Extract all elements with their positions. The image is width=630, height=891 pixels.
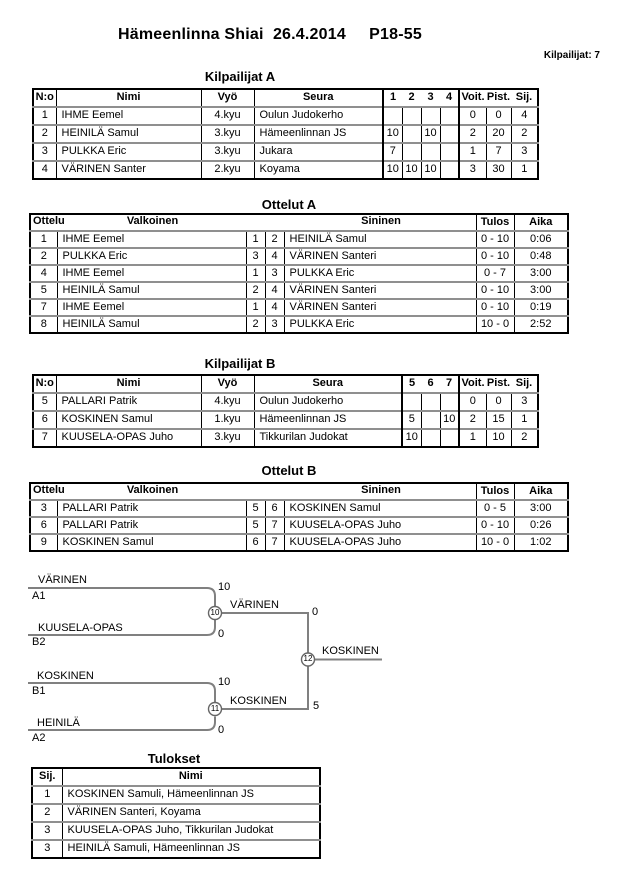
result-name: HEINILÄ Samuli, Hämeenlinnan JS [62, 840, 320, 858]
result-name: VÄRINEN Santeri, Koyama [62, 804, 320, 822]
round-score [440, 429, 459, 447]
white-number: 2 [246, 316, 265, 333]
table-row [30, 248, 568, 265]
bracket-semi1-match-number: 10 [210, 608, 220, 617]
match-number: 5 [40, 283, 47, 296]
place-value: 2 [511, 125, 538, 143]
col-header-wins: Voit. [459, 89, 486, 107]
result-name: KUUSELA-OPAS Juho, Tikkurilan Judokat [62, 822, 320, 840]
results-header-row [32, 768, 320, 786]
blue-name: HEINILÄ Samul [284, 231, 476, 248]
competitor-belt: 4.kyu [201, 107, 254, 125]
points-value: 15 [486, 411, 511, 429]
pool-b-table [32, 374, 539, 448]
col-header-white: Valkoinen [126, 484, 179, 496]
competitor-belt: 3.kyu [201, 143, 254, 161]
col-header-round-1: 1 [383, 89, 402, 107]
place-value: 3 [44, 824, 51, 837]
white-name: IHME Eemel [57, 231, 246, 248]
bracket-semi2-top-name: KOSKINEN [37, 670, 94, 682]
white-number: 1 [246, 265, 265, 282]
table-row [33, 161, 538, 179]
final-bracket-lines [0, 560, 630, 780]
white-number: 6 [246, 534, 265, 551]
white-number: 5 [246, 500, 265, 517]
bracket-semi1-top-score: 10 [218, 581, 231, 593]
points-value: 7 [486, 143, 511, 161]
points-value: 20 [486, 125, 511, 143]
col-header-round-4: 4 [445, 91, 453, 104]
col-header-result: Tulos [476, 483, 514, 500]
bracket-semi1-top-name: VÄRINEN [38, 574, 87, 586]
table-row [33, 107, 538, 125]
white-number: 2 [246, 282, 265, 299]
bracket-semi2-winner-name: KOSKINEN [230, 695, 287, 707]
round-score: 5 [402, 411, 421, 429]
table-row [30, 534, 568, 551]
round-score: 10 [402, 161, 421, 179]
round-score [402, 393, 421, 411]
table-row [32, 822, 320, 840]
blue-number: 7 [265, 534, 284, 551]
competitor-club: Jukara [254, 143, 383, 161]
points-value: 30 [486, 161, 511, 179]
result-value: 0 - 10 [476, 282, 514, 299]
place-value: 1 [511, 161, 538, 179]
competitor-number: 2 [41, 127, 48, 140]
match-number: 8 [40, 317, 47, 330]
bracket-semi2-bottom-seed: A2 [32, 732, 46, 744]
competitor-name: PALLARI Patrik [56, 393, 201, 411]
result-value: 10 - 0 [476, 534, 514, 551]
wins-value: 2 [459, 411, 486, 429]
round-score: 10 [383, 161, 402, 179]
place-value: 3 [511, 393, 538, 411]
matches-header-group [30, 483, 476, 500]
time-value: 0:19 [514, 299, 568, 316]
competitor-name: VÄRINEN Santer [56, 161, 201, 179]
col-header-match: Ottelu [33, 215, 65, 227]
col-header-place: Sij. [515, 91, 533, 104]
col-header-no: N:o [35, 377, 54, 390]
result-value: 0 - 10 [476, 231, 514, 248]
bracket-semi1-bottom-score: 0 [218, 628, 225, 640]
matches-b-header-row [30, 483, 568, 500]
blue-name: KOSKINEN Samul [284, 500, 476, 517]
table-row [30, 500, 568, 517]
round-score [440, 125, 459, 143]
round-score: 10 [383, 125, 402, 143]
competitor-name: IHME Eemel [56, 107, 201, 125]
col-header-time: Aika [514, 214, 568, 231]
page-title: Hämeenlinna Shiai 26.4.2014 P18-55 [118, 26, 422, 43]
round-score [440, 393, 459, 411]
white-name: PALLARI Patrik [57, 517, 246, 534]
blue-number: 3 [265, 316, 284, 333]
bracket-final-winner-name: KOSKINEN [322, 645, 379, 657]
blue-name: PULKKA Eric [284, 265, 476, 282]
blue-name: VÄRINEN Santeri [284, 299, 476, 316]
col-header-place: Sij. [515, 377, 533, 390]
competitor-belt: 4.kyu [201, 393, 254, 411]
blue-number: 3 [265, 265, 284, 282]
table-row [32, 786, 320, 804]
time-value: 1:02 [514, 534, 568, 551]
bracket-semi2-top-score: 10 [218, 676, 231, 688]
col-header-match: Ottelu [33, 484, 65, 496]
bracket-semi2-bottom-name: HEINILÄ [37, 717, 80, 729]
white-name: HEINILÄ Samul [57, 282, 246, 299]
table-row [33, 411, 538, 429]
competitor-name: KUUSELA-OPAS Juho [56, 429, 201, 447]
white-number: 5 [246, 517, 265, 534]
col-header-name: Nimi [62, 768, 320, 786]
blue-name: KUUSELA-OPAS Juho [284, 534, 476, 551]
round-score [421, 393, 440, 411]
table-row [32, 840, 320, 858]
place-value: 1 [511, 411, 538, 429]
bracket-semi2-winner-score: 5 [313, 700, 320, 712]
table-row [33, 393, 538, 411]
white-name: IHME Eemel [57, 299, 246, 316]
match-number: 3 [40, 501, 47, 514]
matches-a-header-row [30, 214, 568, 231]
place-value: 3 [511, 143, 538, 161]
round-score [383, 107, 402, 125]
pool-b-title: Kilpailijat B [204, 356, 276, 371]
match-number: 1 [40, 232, 47, 245]
competitor-club: Hämeenlinnan JS [254, 125, 383, 143]
round-score [440, 143, 459, 161]
match-number: 2 [40, 249, 47, 262]
round-score [402, 125, 421, 143]
col-header-white: Valkoinen [126, 215, 179, 227]
col-header-place: Sij. [38, 770, 56, 783]
competitor-name: PULKKA Eric [56, 143, 201, 161]
competitor-number: 4 [41, 163, 48, 176]
blue-number: 4 [265, 248, 284, 265]
place-value: 2 [511, 429, 538, 447]
competitor-number: 7 [41, 431, 48, 444]
time-value: 0:26 [514, 517, 568, 534]
wins-value: 2 [459, 125, 486, 143]
competitor-name: KOSKINEN Samul [56, 411, 201, 429]
table-row [30, 282, 568, 299]
wins-value: 3 [459, 161, 486, 179]
points-value: 0 [486, 107, 511, 125]
white-name: KOSKINEN Samul [57, 534, 246, 551]
time-value: 0:06 [514, 231, 568, 248]
time-value: 3:00 [514, 282, 568, 299]
wins-value: 1 [459, 429, 486, 447]
time-value: 3:00 [514, 265, 568, 282]
competitor-name: HEINILÄ Samul [56, 125, 201, 143]
matches-a-table [29, 213, 569, 334]
table-row [30, 265, 568, 282]
competitors-count: Kilpailijat: 7 [543, 50, 600, 61]
result-value: 0 - 7 [476, 265, 514, 282]
col-header-round-2: 2 [408, 91, 415, 104]
blue-number: 6 [265, 500, 284, 517]
round-score [421, 143, 440, 161]
time-value: 3:00 [514, 500, 568, 517]
col-header-name: Nimi [56, 375, 201, 393]
competitor-club: Oulun Judokerho [254, 393, 402, 411]
place-value: 4 [511, 107, 538, 125]
wins-value: 1 [459, 143, 486, 161]
round-score: 10 [402, 429, 421, 447]
pool-a-table [32, 88, 539, 180]
points-value: 0 [486, 393, 511, 411]
round-score: 7 [383, 143, 402, 161]
col-header-belt: Vyö [201, 375, 254, 393]
competitor-club: Oulun Judokerho [254, 107, 383, 125]
white-number: 3 [246, 248, 265, 265]
competitor-club: Hämeenlinnan JS [254, 411, 402, 429]
result-value: 10 - 0 [476, 316, 514, 333]
result-name: KOSKINEN Samuli, Hämeenlinnan JS [62, 786, 320, 804]
results-table [31, 767, 321, 859]
result-value: 0 - 10 [476, 248, 514, 265]
col-header-round-5: 5 [402, 375, 421, 393]
round-score: 10 [440, 411, 459, 429]
col-header-result: Tulos [476, 214, 514, 231]
matches-b-title: Ottelut B [261, 463, 317, 478]
col-header-belt: Vyö [201, 89, 254, 107]
bracket-semi2-match-number: 11 [210, 704, 220, 713]
table-row [30, 316, 568, 333]
place-value: 3 [44, 842, 51, 855]
col-header-points: Pist. [486, 91, 511, 104]
col-header-blue: Sininen [361, 484, 401, 496]
blue-number: 2 [265, 231, 284, 248]
place-value: 2 [44, 806, 51, 819]
round-score: 10 [421, 161, 440, 179]
blue-number: 7 [265, 517, 284, 534]
table-row [32, 804, 320, 822]
results-title: Tulokset [147, 751, 201, 766]
bracket-semi2-top-seed: B1 [32, 685, 46, 697]
bracket-semi2-bottom-score: 0 [218, 724, 225, 736]
table-row [33, 143, 538, 161]
round-score [402, 107, 421, 125]
bracket-semi1-bottom-name: KUUSELA-OPAS [38, 622, 123, 634]
competitor-number: 5 [41, 395, 48, 408]
time-value: 2:52 [514, 316, 568, 333]
white-number: 1 [246, 231, 265, 248]
match-number: 9 [40, 535, 47, 548]
result-value: 0 - 10 [476, 299, 514, 316]
competitor-club: Koyama [254, 161, 383, 179]
round-score [421, 107, 440, 125]
col-header-round-7: 7 [445, 377, 453, 390]
round-score [440, 161, 459, 179]
blue-number: 4 [265, 299, 284, 316]
col-header-round-3: 3 [427, 91, 434, 104]
col-header-blue: Sininen [361, 215, 401, 227]
competitor-belt: 2.kyu [201, 161, 254, 179]
white-number: 1 [246, 299, 265, 316]
col-header-club: Seura [254, 375, 402, 393]
white-name: IHME Eemel [57, 265, 246, 282]
table-row [30, 299, 568, 316]
table-row [33, 429, 538, 447]
col-header-wins: Voit. [459, 375, 486, 393]
blue-name: VÄRINEN Santeri [284, 282, 476, 299]
blue-name: PULKKA Eric [284, 316, 476, 333]
round-score [421, 429, 440, 447]
points-value: 10 [486, 429, 511, 447]
result-value: 0 - 5 [476, 500, 514, 517]
bracket-semi1-top-seed: A1 [32, 590, 46, 602]
white-name: HEINILÄ Samul [57, 316, 246, 333]
table-row [30, 231, 568, 248]
bracket-semi1-bottom-seed: B2 [32, 636, 46, 648]
competitor-number: 3 [41, 145, 48, 158]
place-value: 1 [44, 788, 51, 801]
matches-header-group [30, 214, 476, 231]
round-score [421, 411, 440, 429]
competitor-club: Tikkurilan Judokat [254, 429, 402, 447]
col-header-club: Seura [254, 89, 383, 107]
col-header-points: Pist. [486, 377, 511, 390]
white-name: PULKKA Eric [57, 248, 246, 265]
match-number: 6 [40, 518, 47, 531]
match-number: 7 [40, 300, 47, 313]
round-score [402, 143, 421, 161]
white-name: PALLARI Patrik [57, 500, 246, 517]
col-header-time: Aika [514, 483, 568, 500]
col-header-round-6: 6 [427, 377, 434, 390]
bracket-semi1-winner-name: VÄRINEN [230, 599, 279, 611]
round-score [440, 107, 459, 125]
pool-a-title: Kilpailijat A [204, 69, 276, 84]
pool-a-header-row [33, 89, 538, 107]
table-row [30, 517, 568, 534]
matches-a-title: Ottelut A [261, 197, 317, 212]
matches-b-table [29, 482, 569, 552]
competitor-number: 1 [41, 109, 48, 122]
competitor-number: 6 [41, 413, 48, 426]
pool-b-header-row [33, 375, 538, 393]
competitor-belt: 1.kyu [201, 411, 254, 429]
table-row [33, 125, 538, 143]
bracket-final-match-number: 12 [303, 654, 313, 663]
col-header-no: N:o [35, 91, 54, 104]
time-value: 0:48 [514, 248, 568, 265]
col-header-name: Nimi [56, 89, 201, 107]
competitor-belt: 3.kyu [201, 125, 254, 143]
blue-name: KUUSELA-OPAS Juho [284, 517, 476, 534]
blue-name: VÄRINEN Santeri [284, 248, 476, 265]
match-number: 4 [40, 266, 47, 279]
blue-number: 4 [265, 282, 284, 299]
wins-value: 0 [459, 107, 486, 125]
round-score: 10 [421, 125, 440, 143]
bracket-semi1-winner-score: 0 [312, 606, 319, 618]
competitor-belt: 3.kyu [201, 429, 254, 447]
wins-value: 0 [459, 393, 486, 411]
result-value: 0 - 10 [476, 517, 514, 534]
